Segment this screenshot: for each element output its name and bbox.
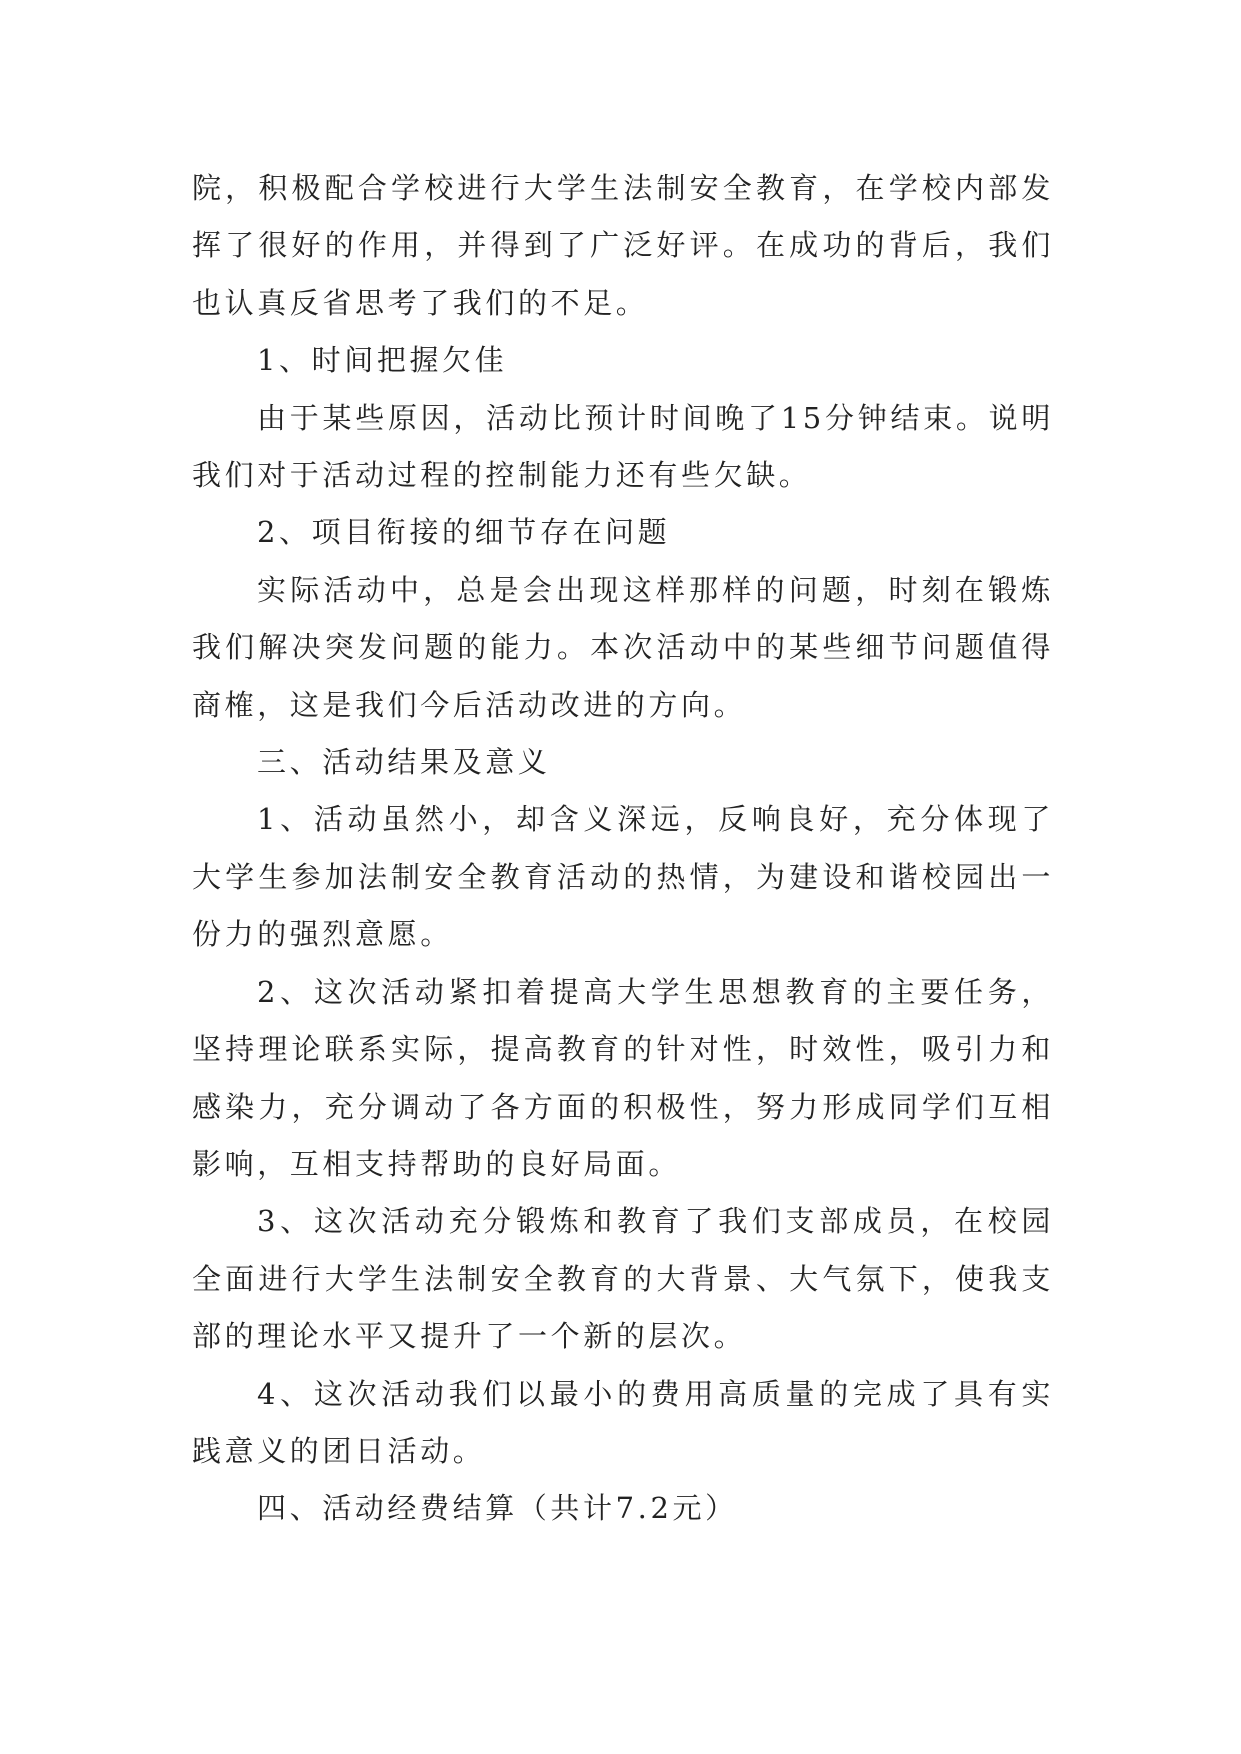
paragraph-result-2: 2、这次活动紧扣着提高大学生思想教育的主要任务，坚持理论联系实际，提高教育的针对性，时效性，吸引力和感染力，充分调动了各方面的积极性，努力形成同学们互相影响，互相支持帮助的良好局面。: [192, 974, 1054, 1181]
paragraph-continuation: 院，积极配合学校进行大学生法制安全教育，在学校内部发挥了很好的作用，并得到了广泛好评。在成功的背后，我们也认真反省思考了我们的不足。: [192, 171, 1054, 320]
section-heading-budget: 四、活动经费结算（共计7.2元）: [257, 1491, 738, 1526]
paragraph-result-3: 3、这次活动充分锻炼和教育了我们支部成员，在校园全面进行大学生法制安全教育的大背景、大气氛下，使我支部的理论水平又提升了一个新的层次。: [192, 1204, 1054, 1354]
paragraph-result-4: 4、这次活动我们以最小的费用高质量的完成了具有实践意义的团日活动。: [192, 1376, 1054, 1468]
paragraph-project-details: 实际活动中，总是会出现这样那样的问题，时刻在锻炼我们解决突发问题的能力。本次活动中的某些细节问题值得商榷，这是我们今后活动改进的方向。: [192, 572, 1054, 722]
section-heading-results: 三、活动结果及意义: [257, 745, 551, 780]
subheading-time-management: 1、时间把握欠佳: [257, 343, 508, 378]
document-body: [192, 160, 1054, 1538]
paragraph-result-1: 1、活动虽然小，却含义深远，反响良好，充分体现了大学生参加法制安全教育活动的热情，为建设和谐校园出一份力的强烈意愿。: [192, 802, 1054, 952]
paragraph-time-management: 由于某些原因，活动比预计时间晚了15分钟结束。说明我们对于活动过程的控制能力还有些欠缺。: [192, 400, 1054, 493]
subheading-project-details: 2、项目衔接的细节存在问题: [257, 515, 671, 550]
